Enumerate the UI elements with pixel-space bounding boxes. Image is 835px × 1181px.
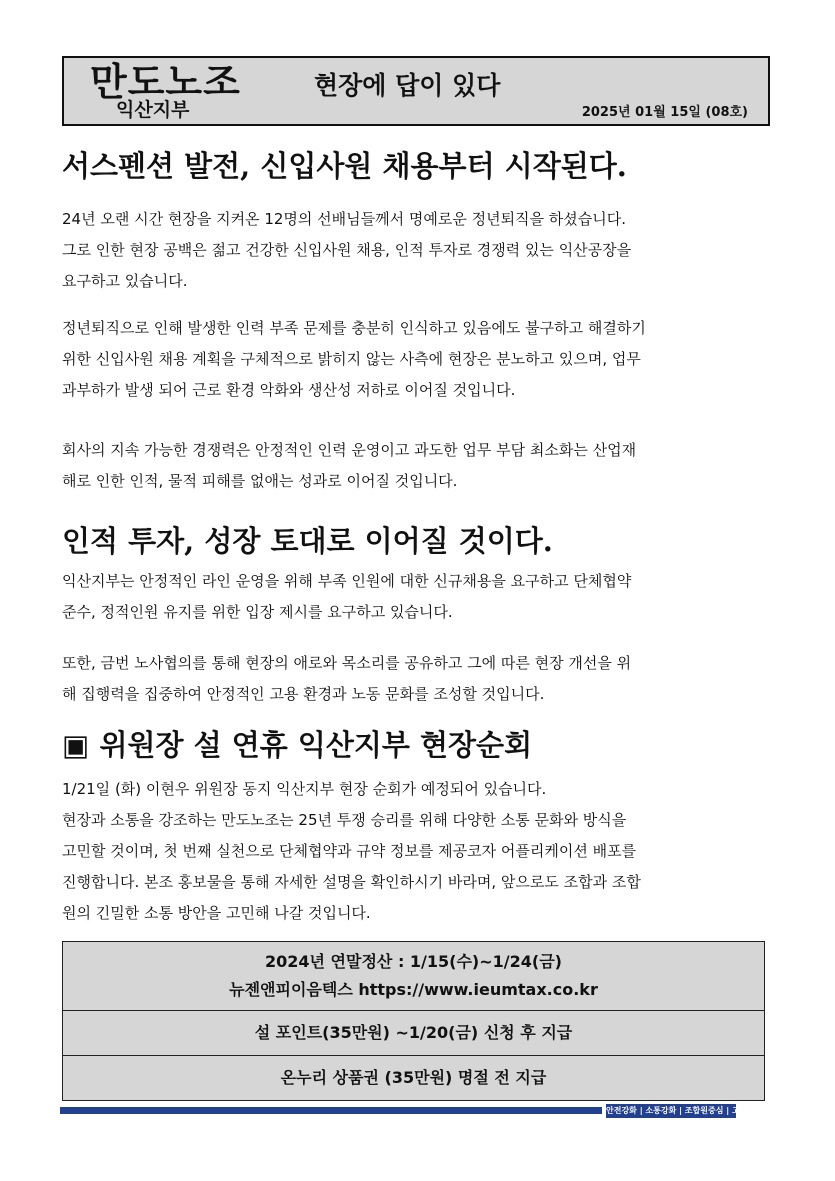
paragraph-line: 고민할 것이며, 첫 번째 실천으로 단체협약과 규약 정보를 제공코자 어플리케이션 배포를: [62, 842, 637, 860]
newsletter-header: [62, 56, 770, 126]
paragraph-line: 익산지부는 안정적인 라인 운영을 위해 부족 인원에 대한 신규채용을 요구하고 단체협약: [62, 572, 632, 590]
paragraph-line: 해로 인한 인적, 물적 피해를 없애는 성과로 이어질 것입니다.: [62, 472, 458, 490]
paragraph-line: 원의 긴밀한 소통 방안을 고민해 나갈 것입니다.: [62, 904, 371, 922]
paragraph-line: 진행합니다. 본조 홍보물을 통해 자세한 설명을 확인하시기 바라며, 앞으로도 조합과 조합: [62, 873, 641, 891]
table-row: [63, 1011, 765, 1056]
paragraph-line: 정년퇴직으로 인해 발생한 인력 부족 문제를 충분히 인식하고 있음에도 불구하고 해결하기: [62, 319, 646, 337]
section-paragraph: [62, 435, 772, 497]
section-headline-investment: 인적 투자, 성장 토대로 이어질 것이다.: [62, 524, 553, 558]
footer-bar: [60, 1107, 602, 1114]
paragraph-line: 과부하가 발생 되어 근로 환경 악화와 생산성 저하로 이어질 것입니다.: [62, 381, 516, 399]
notice-cell-points: [63, 1011, 765, 1056]
section-paragraph: [62, 204, 772, 297]
paragraph-line: 요구하고 있습니다.: [62, 272, 188, 290]
notice-line: 설 포인트(35만원) ~1/20(금) 신청 후 지급: [254, 1023, 573, 1042]
section-paragraph: [62, 566, 772, 628]
notice-cell-voucher: [63, 1056, 765, 1101]
newsletter-title: 현장에 답이 있다: [314, 71, 501, 100]
notice-line: 온누리 상품권 (35만원) 명절 전 지급: [280, 1068, 547, 1087]
paragraph-line: 현장과 소통을 강조하는 만도노조는 25년 투쟁 승리를 위해 다양한 소통 문화와 방식을: [62, 811, 627, 829]
table-row: [63, 942, 765, 1011]
footer-slogan: 안전강화 | 소통강화 | 조합원중심 | 고용안정: [606, 1104, 736, 1118]
union-logo-title: 만도노조: [90, 60, 241, 104]
union-branch-name: 익산지부: [116, 99, 190, 121]
paragraph-line: 위한 신입사원 채용 계획을 구체적으로 밝히지 않는 사측에 현장은 분노하고 있으며, 업무: [62, 350, 641, 368]
paragraph-line: 해 집행력을 집중하여 안정적인 고용 환경과 노동 문화를 조성할 것입니다.: [62, 685, 545, 703]
paragraph-line: 24년 오랜 시간 현장을 지켜온 12명의 선배님들께서 명예로운 정년퇴직을 하셨습니다.: [62, 210, 627, 228]
notice-line: 2024년 연말정산 : 1/15(수)~1/24(금): [265, 952, 562, 971]
notice-table: [62, 941, 765, 1101]
notice-line: 뉴젠앤피이음텍스 https://www.ieumtax.co.kr: [229, 980, 598, 999]
section-headline-site-tour: ▣ 위원장 설 연휴 익산지부 현장순회: [62, 728, 533, 762]
paragraph-line: 1/21일 (화) 이현우 위원장 동지 익산지부 현장 순회가 예정되어 있습니다.: [62, 780, 547, 798]
section-headline-suspension: 서스펜션 발전, 신입사원 채용부터 시작된다.: [62, 149, 627, 183]
section-paragraph: [62, 774, 772, 929]
table-row: [63, 1056, 765, 1101]
paragraph-line: 회사의 지속 가능한 경쟁력은 안정적인 인력 운영이고 과도한 업무 부담 최소화는 산업재: [62, 441, 637, 459]
section-paragraph: [62, 313, 772, 406]
paragraph-line: 또한, 금번 노사협의를 통해 현장의 애로와 목소리를 공유하고 그에 따른 현장 개선을 위: [62, 654, 632, 672]
section-paragraph: [62, 648, 772, 710]
notice-cell-tax: [63, 942, 765, 1011]
issue-date: 2025년 01월 15일 (08호): [581, 105, 748, 120]
paragraph-line: 준수, 정적인원 유지를 위한 입장 제시를 요구하고 있습니다.: [62, 603, 453, 621]
paragraph-line: 그로 인한 현장 공백은 젊고 건강한 신입사원 채용, 인적 투자로 경쟁력 있는 익산공장을: [62, 241, 632, 259]
